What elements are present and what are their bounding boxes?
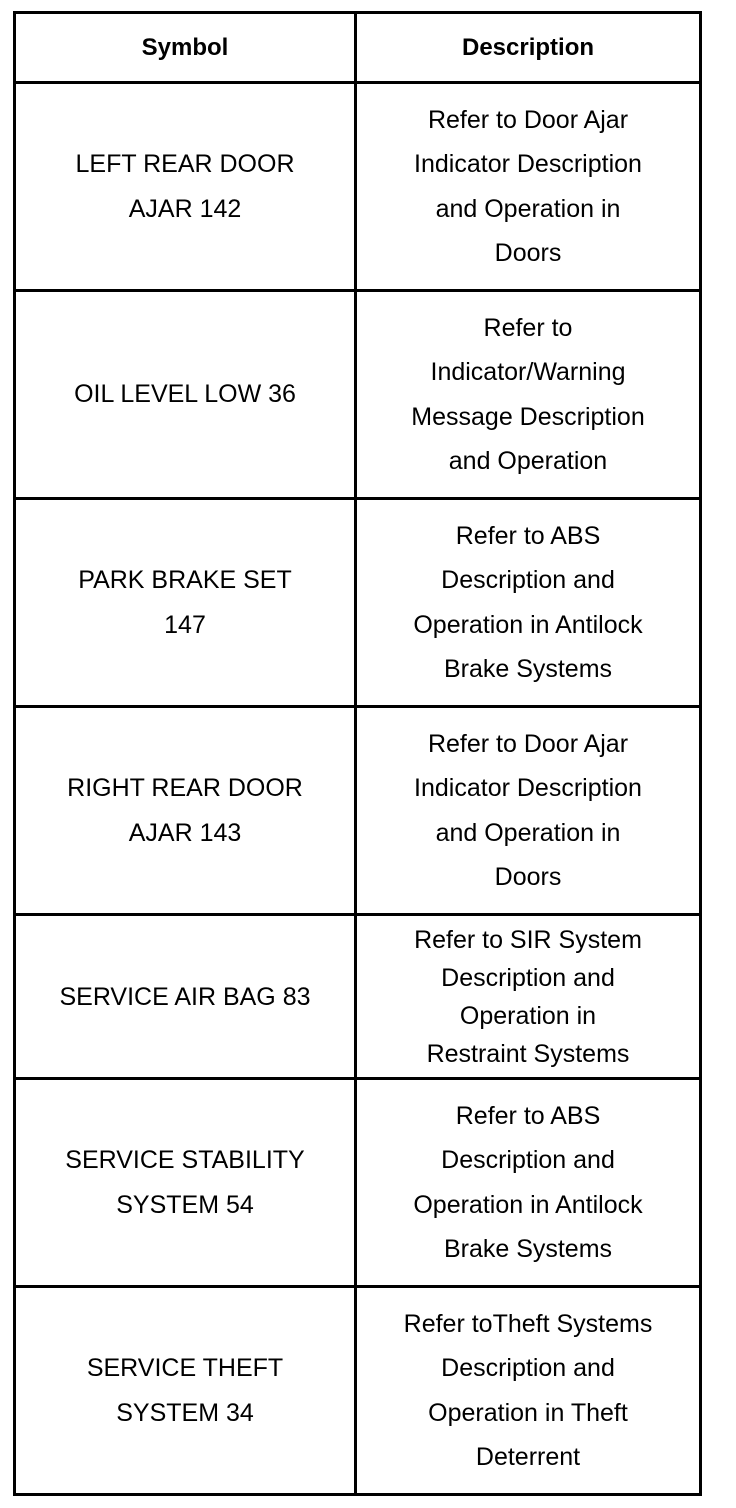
- description-cell: [356, 707, 701, 915]
- description-text: Refer toTheft Systems Description and Operation in Theft Deterrent: [403, 1309, 653, 1471]
- table-row: [15, 1287, 701, 1495]
- description-text: Refer to ABS Description and Operation in Antilock Brake Systems: [413, 1101, 643, 1263]
- description-cell: [356, 1079, 701, 1287]
- symbol-cell: [15, 83, 356, 291]
- symbol-text: OIL LEVEL LOW 36: [74, 380, 296, 409]
- table-row: [15, 291, 701, 499]
- symbol-text: SERVICE AIR BAG 83: [59, 982, 311, 1011]
- table-row: [15, 915, 701, 1079]
- description-cell: [356, 499, 701, 707]
- symbol-cell: [15, 915, 356, 1079]
- symbol-text: RIGHT REAR DOOR AJAR 143: [67, 774, 303, 847]
- symbol-cell: [15, 707, 356, 915]
- table-row: [15, 707, 701, 915]
- table-row: [15, 83, 701, 291]
- table-row: [15, 499, 701, 707]
- symbol-cell: [15, 499, 356, 707]
- symbol-text: SERVICE THEFT SYSTEM 34: [86, 1354, 284, 1427]
- description-text: Refer to Indicator/Warning Message Description and Operation: [411, 313, 645, 475]
- description-text: Refer to SIR System Description and Operation in Restraint Systems: [414, 925, 642, 1068]
- symbol-description-table: [13, 11, 702, 1496]
- symbol-table-container: [13, 11, 699, 1496]
- symbol-text: SERVICE STABILITY SYSTEM 54: [65, 1146, 305, 1219]
- description-text: Refer to Door Ajar Indicator Description and Operation in Doors: [414, 729, 642, 891]
- description-text: Refer to Door Ajar Indicator Description and Operation in Doors: [414, 105, 642, 267]
- symbol-cell: [15, 1287, 356, 1495]
- symbol-cell: [15, 1079, 356, 1287]
- description-text: Refer to ABS Description and Operation in Antilock Brake Systems: [413, 521, 643, 683]
- table-row: [15, 1079, 701, 1287]
- symbol-text: LEFT REAR DOOR AJAR 142: [75, 150, 295, 223]
- description-cell: [356, 291, 701, 499]
- header-symbol: Symbol: [15, 13, 356, 83]
- description-cell: [356, 83, 701, 291]
- symbol-cell: [15, 291, 356, 499]
- description-cell: [356, 915, 701, 1079]
- description-cell: [356, 1287, 701, 1495]
- symbol-text: PARK BRAKE SET 147: [78, 566, 292, 639]
- header-description: Description: [356, 13, 701, 83]
- header-row: [15, 13, 701, 83]
